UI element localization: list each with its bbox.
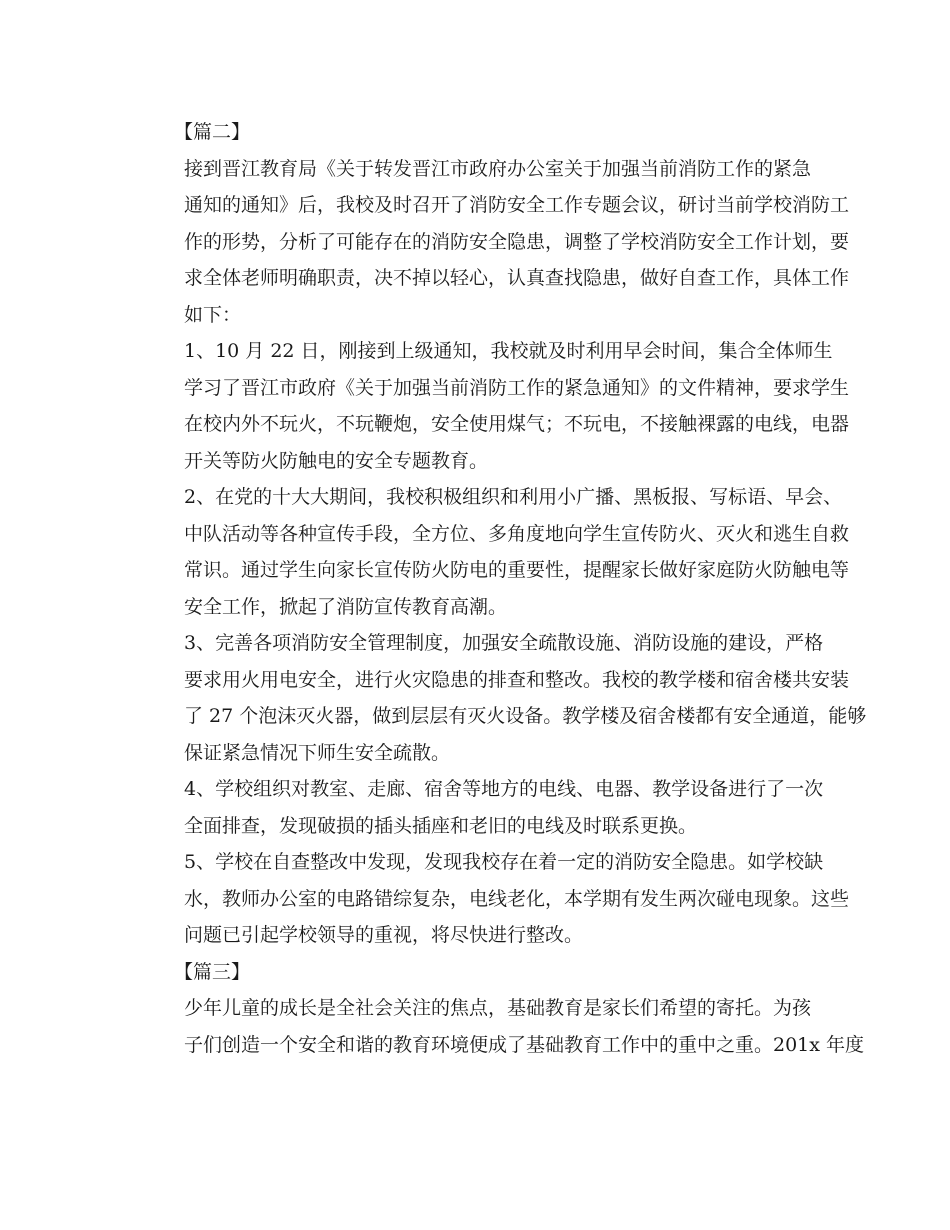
text-line: 水，教师办公室的电路错综复杂，电线老化，本学期有发生两次碰电现象。这些: [184, 887, 850, 910]
section-heading: [146, 114, 806, 151]
text-line: 如下：: [184, 303, 242, 326]
section-heading: [146, 954, 806, 991]
text-line: 4、学校组织对教室、走廊、宿舍等地方的电线、电器、教学设备进行了一次: [184, 778, 824, 800]
document-body: [146, 114, 867, 1063]
text-line: 了 27 个泡沫灭火器，做到层层有灭火设备。教学楼及宿舍楼都有安全通道，能够: [184, 705, 867, 727]
body-paragraph: [146, 151, 850, 334]
text-line: 通知的通知》后，我校及时召开了消防安全工作专题会议，研讨当前学校消防工: [184, 194, 850, 216]
text-line: 接到晋江教育局《关于转发晋江市政府办公室关于加强当前消防工作的紧急: [184, 157, 812, 180]
body-paragraph: [146, 333, 850, 479]
text-line: 中队活动等各种宣传手段，全方位、多角度地向学生宣传防火、灭火和逃生自救: [184, 522, 850, 545]
text-line: 作的形势，分析了可能存在的消防安全隐患，调整了学校消防安全工作计划，要: [184, 230, 850, 253]
text-line: 5、学校在自查整改中发现，发现我校存在着一定的消防安全隐患。如学校缺: [184, 851, 824, 873]
body-paragraph: [146, 844, 850, 954]
text-line: 学习了晋江市政府《关于加强当前消防工作的紧急通知》的文件精神，要求学生: [184, 376, 850, 399]
body-paragraph: [146, 479, 850, 625]
text-line: 2、在党的十大大期间，我校积极组织和利用小广播、黑板报、写标语、早会、: [184, 486, 843, 508]
text-line: 安全工作，掀起了消防宣传教育高潮。: [184, 595, 508, 618]
body-paragraph: [146, 771, 824, 844]
text-line: 少年儿童的成长是全社会关注的焦点，基础教育是家长们希望的寄托。为孩: [184, 997, 812, 1019]
text-line: 常识。通过学生向家长宣传防火防电的重要性，提醒家长做好家庭防火防触电等: [184, 559, 850, 581]
text-line: 1、10 月 22 日，刚接到上级通知，我校就及时利用早会时间，集合全体师生: [184, 340, 833, 362]
text-line: 3、完善各项消防安全管理制度，加强安全疏散设施、消防设施的建设，严格: [184, 632, 824, 654]
body-paragraph: [146, 625, 867, 771]
text-line: 子们创造一个安全和谐的教育环境便成了基础教育工作中的重中之重。201x 年度: [184, 1033, 865, 1056]
text-line: 问题已引起学校领导的重视，将尽快进行整改。: [184, 924, 584, 946]
text-line: 在校内外不玩火，不玩鞭炮，安全使用煤气；不玩电，不接触裸露的电线，电器: [184, 413, 850, 435]
body-paragraph: [146, 990, 865, 1063]
text-line: 【篇三】: [174, 960, 251, 983]
text-line: 开关等防火防触电的安全专题教育。: [184, 449, 489, 472]
text-line: 保证紧急情况下师生安全疏散。: [184, 741, 451, 764]
text-line: 全面排查，发现破损的插头插座和老旧的电线及时联系更换。: [184, 814, 698, 837]
text-line: 求全体老师明确职责，决不掉以轻心，认真查找隐患，做好自查工作，具体工作: [184, 267, 850, 289]
text-line: 要求用火用电安全，进行火灾隐患的排查和整改。我校的教学楼和宿舍楼共安装: [184, 668, 850, 691]
text-line: 【篇二】: [174, 121, 251, 143]
